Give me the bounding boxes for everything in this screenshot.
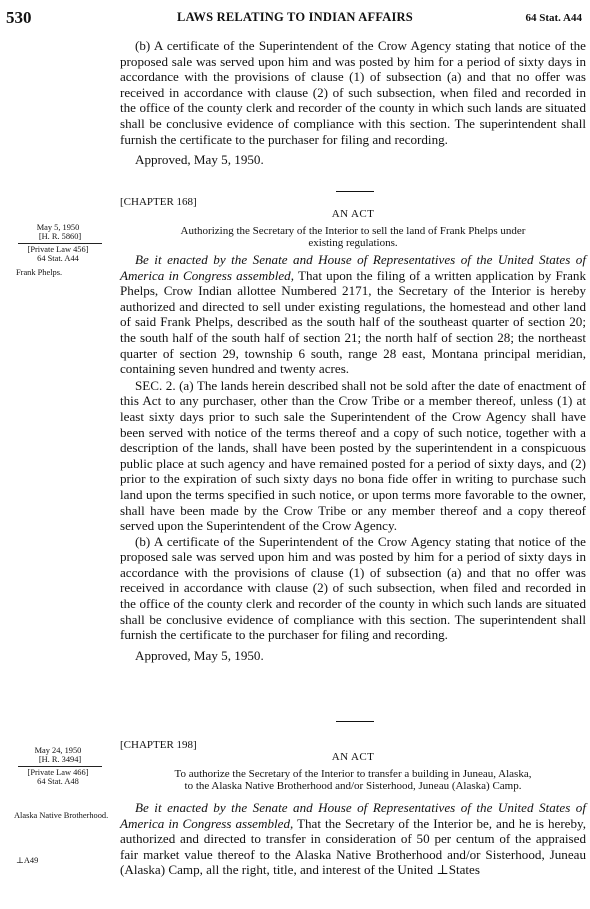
chapter-198-margin-note — [4, 746, 112, 865]
continued-section — [120, 38, 586, 168]
chapter-168-an-act: AN ACT — [331, 208, 375, 220]
side-private-law: [Private Law 466] — [27, 767, 89, 777]
chapter-198-purpose — [120, 768, 586, 792]
continued-paragraph-b: (b) A certificate of the Superintendent of the Crow Agency stating that notice of the proposed sale was served upon him and was posted by him for a period of sixty days in accordance with the provisions of clause (1) of subsection (a) and that no offer was received in accordance with clause (2) of such subsection, when filed and recorded in the office of the county clerk and recorder of the county in which such lands are situated shall be conclusive evidence of compliance with this section. The superintendent shall furnish the certificate to the purchaser for filing and recording. — [120, 38, 586, 147]
side-bill: [H. R. 5860] — [18, 232, 102, 243]
chapter-168-heading: [CHAPTER 168] — [120, 196, 197, 208]
enacting-text: That upon the filing of a written application by Frank Phelps, Crow Indian allottee Numbered 2171, the Secretary of the Interior is hereby authorized and directed to sell under existing regulations, the homestead and other land of said Frank Phelps, described as the south half of the southeast quarter of section 20; the south half of the south half of section 21; the north half of section 28; the northeast quarter of section 29, township 6 south, range 28 east, Montana principal meridian, containing seven hundred and twenty acres. — [120, 267, 587, 377]
purpose-line-1: To authorize the Secretary of the Interior to transfer a building in Juneau, Alaska, — [174, 768, 532, 780]
last-word: States — [448, 862, 480, 878]
chapter-168-sec2-b: (b) A certificate of the Superintendent of the Crow Agency stating that notice of the proposed sale was served upon him and was posted by him for a period of sixty days in accordance with the provisions of clause (1) of subsection (a) and that no offer was received in accordance with clause (2) of such subsection, when filed and recorded in the office of the county clerk and recorder of the county in which such lands are situated shall be conclusive evidence of compliance with this section. The superintendent shall furnish the certificate to the purchaser for filing and recording. — [120, 533, 586, 643]
purpose-line-2: to the Alaska Native Brotherhood and/or Sisterhood, Juneau (Alaska) Camp. — [184, 780, 522, 792]
chapter-198-heading: [CHAPTER 198] — [120, 739, 197, 751]
side-note: Alaska Native Brotherhood. — [14, 810, 109, 820]
side-note: Frank Phelps. — [16, 267, 63, 277]
purpose-line-2: existing regulations. — [308, 237, 398, 249]
enacting-italic: Be it enacted by the Senate and House of Representatives of the United States of America in Congress assembled, — [120, 252, 586, 283]
section-divider — [336, 191, 374, 192]
chapter-168-approved: Approved, May 5, 1950. — [135, 647, 264, 663]
chapter-198-body — [120, 800, 586, 878]
chapter-198-enacting-clause — [120, 800, 586, 878]
side-page-mark: ⊥A49 — [16, 856, 39, 866]
side-bill: [H. R. 3494] — [18, 755, 102, 766]
section-divider-2 — [336, 721, 374, 722]
page-number: 530 — [6, 8, 32, 27]
chapter-168-enacting-clause — [120, 252, 586, 377]
side-stat: 64 Stat. A48 — [37, 777, 79, 787]
side-private-law: [Private Law 456] — [27, 244, 89, 254]
approved-line: Approved, May 5, 1950. — [135, 152, 264, 168]
side-date: May 24, 1950 — [34, 746, 82, 755]
enacting-italic: Be it enacted by the Senate and House of Representatives of the United States of America in Congress assembled, — [120, 800, 586, 831]
chapter-198-an-act: AN ACT — [331, 751, 375, 763]
chapter-168-body — [120, 252, 586, 664]
chapter-168-sec2-a: SEC. 2. (a) The lands herein described shall not be sold after the date of enactment of this Act to any purchaser, other than the Crow Tribe or a member thereof, unless (1) at least sixty days prior to such sale the Superintendent of the Crow Agency shall have been served with notice of the terms thereof and a copy of such notice, together with a description of the lands, shall have been posted by the superintendent in a conspicuous public place at such agency and have remained posted for a period of sixty days, and (2) prior to the expiration of such sixty days no bona fide offer in writing to purchase such land upon the terms specified in such notice, or upon terms more favorable to the owner, shall have been made by the Crow Tribe or any member thereof and a copy thereof served upon the Superintendent of the Crow Agency. — [120, 377, 586, 534]
enacting-text: That the Secretary of the Interior be, and he is hereby, authorized and directed to transfer in consideration of 50 per centum of the appraised fair market value thereof to the Alaska Native Brotherhood and/or Sisterhood, Juneau (Alaska) Camp, all the right, title, and interest of the United — [120, 815, 587, 878]
purpose-line-1: Authorizing the Secretary of the Interior to sell the land of Frank Phelps under — [180, 225, 526, 237]
page-header — [6, 8, 584, 28]
page-break-mark: ⊥ — [436, 862, 449, 878]
side-date: May 5, 1950 — [36, 223, 80, 232]
chapter-168-purpose — [120, 225, 586, 249]
side-stat: 64 Stat. A44 — [37, 254, 79, 264]
running-title: LAWS RELATING TO INDIAN AFFAIRS — [177, 10, 413, 24]
stat-reference: 64 Stat. A44 — [525, 12, 582, 24]
chapter-168-margin-note — [4, 223, 112, 277]
